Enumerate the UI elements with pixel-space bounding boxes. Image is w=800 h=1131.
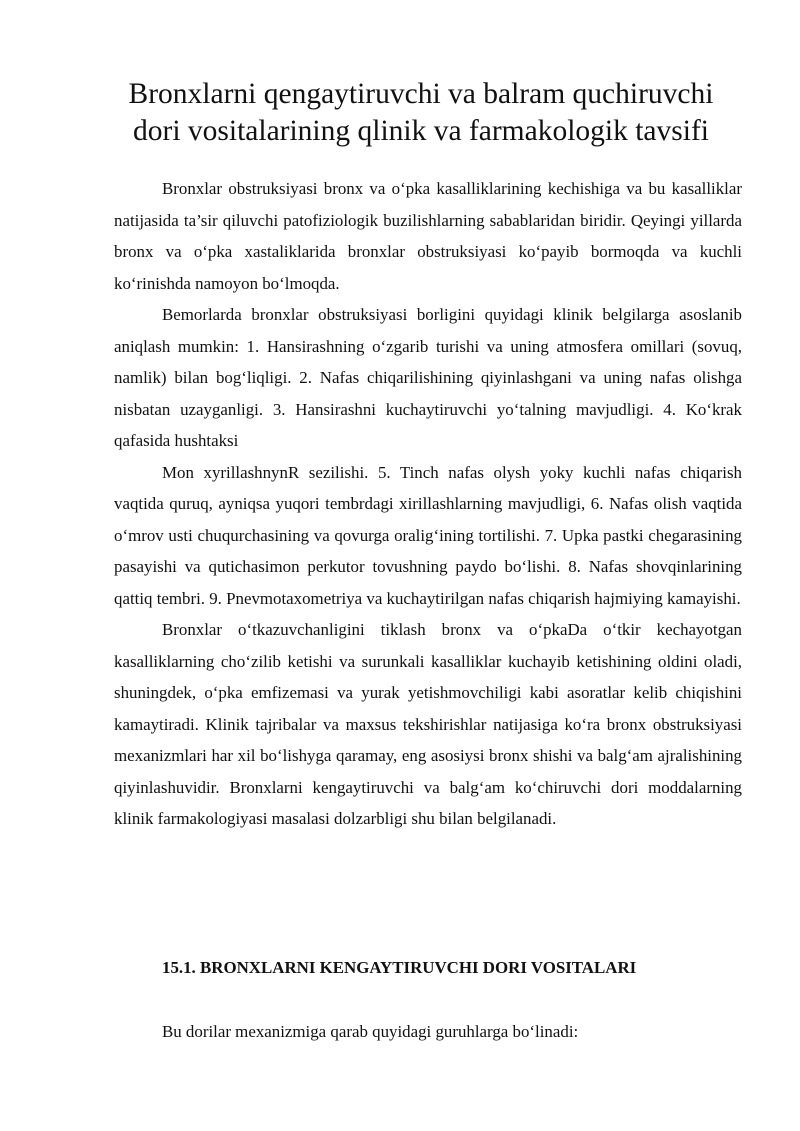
section-intro: Bu dorilar mexanizmiga qarab quyidagi guruhlarga bo‘linadi: xyxy=(162,1022,579,1041)
paragraph-clinical-signs-continued: Mon xyrillashnynR sezilishi. 5. Tinch nafas olysh yoky kuchli nafas chiqarish vaqtida quruq, ayniqsa yuqori tembrdagi xirillashlarning mavjudligi, 6. Nafas olish vaqtida o‘mrov usti chuqurchasining va qovurga oralig‘ining tortilishi. 7. Upka pastki chegarasining pasayishi va qutichasimon perkutor tovushning paydo bo‘lishi. 8. Nafas shovqinlarining qattiq tembri. 9. Pnevmotaxometriya va kuchaytirilgan nafas chiqarish hajmiying kamayishi. xyxy=(114,462,742,608)
document-title: Bronxlarni qengaytiruvchi va balram quchiruvchi dori vositalarining qlinik va farmakologik tavsifi xyxy=(128,78,714,147)
document-body xyxy=(114,173,742,835)
paragraph-bronchial-patency: Bronxlar o‘tkazuvchanligini tiklash bronx va o‘pkaDa o‘tkir kechayotgan kasalliklarning cho‘zilib ketishi va surunkali kasalliklar kuchayib ketishining oldini oladi, shuningdek, o‘pka emfizemasi va yurak yetishmovchiligi kabi asoratlar kelib chiqishini kamaytiradi. Klinik tajribalar va maxsus tekshirishlar natijasiga ko‘ra bronx obstruksiyasi mexanizmlari har xil bo‘lishyga qaramay, eng asosiysi bronx shishi va balg‘am ajralishining qiyinlashuvidir. Bronxlarni kengaytiruvchi va balg‘am ko‘chiruvchi dori moddalarning klinik farmakologiyasi masalasi dolzarbligi shu bilan belgilanadi. xyxy=(114,620,742,828)
section-heading: 15.1. BRONXLARNI KENGAYTIRUVCHI DORI VOSITALARI xyxy=(162,958,637,977)
paragraph-obstruction-intro: Bronxlar obstruksiyasi bronx va o‘pka kasalliklarining kechishiga va bu kasalliklar natijasida ta’sir qiluvchi patofiziologik buzilishlarning sabablaridan biridir. Qeyingi yillarda bronx va o‘pka xastaliklarida bronxlar obstruksiyasi ko‘payib bormoqda va kuchli ko‘rinishda namoyon bo‘lmoqda. xyxy=(114,179,742,293)
paragraph-clinical-signs: Bemorlarda bronxlar obstruksiyasi borligini quyidagi klinik belgilarga asoslanib aniqlash mumkin: 1. Hansirashning o‘zgarib turishi va uning atmosfera omillari (sovuq, namlik) bilan bog‘liqligi. 2. Nafas chiqarilishining qiyinlashgani va uning nafas olishga nisbatan uzayganligi. 3. Hansirashni kuchaytiruvchi yo‘talning mavjudligi. 4. Ko‘krak qafasida hushtaksi xyxy=(114,305,742,450)
